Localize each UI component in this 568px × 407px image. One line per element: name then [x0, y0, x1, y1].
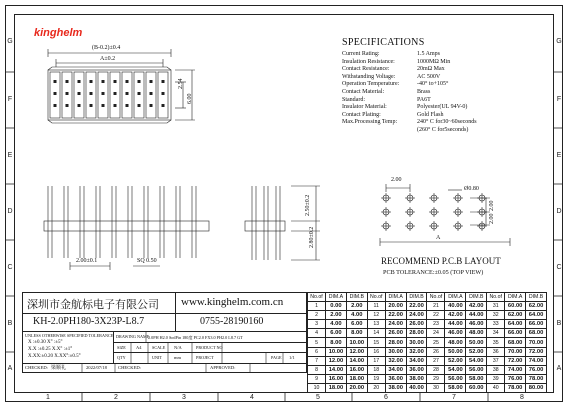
- tb-checked-label: CHECKED:: [118, 365, 141, 370]
- zone-row-left-g: G: [7, 38, 13, 45]
- table-cell: 72.00: [526, 347, 547, 356]
- dim-front-sq: SQ 0.50: [137, 258, 157, 264]
- pcb-pitch-y2: 2.00: [489, 213, 495, 224]
- table-row: [308, 311, 547, 320]
- table-cell: 46.00: [466, 320, 487, 329]
- table-cell: 12: [367, 311, 385, 320]
- table-cell: 5: [308, 338, 326, 347]
- table-cell: 72.00: [505, 356, 526, 365]
- table-cell: 24.00: [406, 311, 427, 320]
- table-cell: 22: [427, 311, 445, 320]
- table-header-cell: DIM.A: [385, 293, 406, 302]
- table-cell: 66.00: [526, 320, 547, 329]
- table-cell: 64.00: [505, 320, 526, 329]
- table-cell: 39: [487, 374, 505, 383]
- zone-row-left-d: D: [7, 208, 13, 215]
- spec-value-8: Gold Flash: [417, 111, 444, 118]
- brand-logo: kinghelm: [34, 27, 83, 39]
- dimension-table: [307, 292, 547, 393]
- table-cell: 31: [487, 302, 505, 311]
- table-header-cell: DIM.A: [505, 293, 526, 302]
- table-header-cell: DIM.B: [466, 293, 487, 302]
- table-cell: 6: [308, 347, 326, 356]
- table-header-cell: DIM.B: [526, 293, 547, 302]
- table-cell: 8.00: [326, 338, 347, 347]
- table-header-cell: DIM.B: [406, 293, 427, 302]
- zone-col-3: 3: [182, 394, 186, 401]
- table-cell: 25: [427, 338, 445, 347]
- tb-page-label: PAGE: [271, 355, 282, 360]
- zone-row-left-e: E: [7, 152, 13, 159]
- table-cell: 60.00: [466, 383, 487, 392]
- zone-row-right-a: A: [556, 365, 562, 372]
- tb-date: 2022/07/18: [86, 365, 107, 370]
- table-cell: 66.00: [505, 329, 526, 338]
- spec-label-3: Withstanding Voltage:: [342, 73, 396, 80]
- table-cell: 52.00: [466, 347, 487, 356]
- table-cell: 40.00: [406, 383, 427, 392]
- zone-row-right-c: C: [556, 264, 562, 271]
- table-cell: 76.00: [505, 374, 526, 383]
- spec-label-0: Current Rating:: [342, 51, 380, 57]
- tb-scale-label: SCALE: [152, 345, 166, 350]
- spec-value-9: 240° C for30~60seconds: [417, 119, 477, 126]
- tb-size-label: SIZE: [117, 345, 126, 350]
- table-cell: 42.00: [445, 311, 466, 320]
- pcb-pitch-y1: 2.00: [489, 200, 495, 211]
- table-cell: 28.00: [406, 329, 427, 338]
- specs-title: SPECIFICATIONS: [342, 37, 425, 48]
- zone-col-6: 6: [384, 394, 388, 401]
- table-cell: 22.00: [406, 302, 427, 311]
- zone-row-right-e: E: [556, 152, 562, 159]
- table-cell: 10: [308, 383, 326, 392]
- table-cell: 27: [427, 356, 445, 365]
- tb-checker-label: CHECKED:: [25, 365, 48, 370]
- tb-scale-val: N/A: [174, 345, 182, 350]
- table-cell: 22.00: [385, 311, 406, 320]
- table-cell: 44.00: [445, 320, 466, 329]
- table-row: [308, 320, 547, 329]
- table-row: [308, 383, 547, 392]
- table-cell: 50.00: [466, 338, 487, 347]
- table-cell: 38: [487, 365, 505, 374]
- tb-tol3: X.XX:±0.20 X.XX°:±0.5°: [28, 354, 81, 359]
- spec-value-7: Polyester(UL 94V-0): [417, 104, 468, 111]
- table-cell: 48.00: [466, 329, 487, 338]
- table-cell: 8: [308, 365, 326, 374]
- table-header-cell: No.of: [427, 293, 445, 302]
- table-row: [308, 347, 547, 356]
- table-row: [308, 374, 547, 383]
- table-cell: 18.00: [346, 374, 367, 383]
- table-cell: 37: [487, 356, 505, 365]
- zone-row-right-b: B: [556, 320, 562, 327]
- table-cell: 80.00: [526, 383, 547, 392]
- tb-company-cn: 深圳市金航标电子有限公司: [27, 298, 159, 311]
- tb-drawing-name: 2.0PH H2.0 SodPin 180度 PC2.0 FX3.0 PH2.0 L8.7 GT: [148, 335, 243, 340]
- table-cell: 30: [427, 383, 445, 392]
- table-cell: 28.00: [385, 338, 406, 347]
- zone-col-7: 7: [452, 394, 456, 401]
- table-cell: 1: [308, 302, 326, 311]
- table-cell: 2: [308, 311, 326, 320]
- table-cell: 54.00: [445, 365, 466, 374]
- pcb-title: RECOMMEND P.C.B LAYOUT: [381, 256, 501, 266]
- table-cell: 42.00: [466, 302, 487, 311]
- table-row: [308, 356, 547, 365]
- table-cell: 0.00: [326, 302, 347, 311]
- zone-col-4: 4: [250, 394, 254, 401]
- table-cell: 14.00: [346, 356, 367, 365]
- table-cell: 13: [367, 320, 385, 329]
- table-cell: 34.00: [406, 356, 427, 365]
- table-cell: 8.00: [346, 329, 367, 338]
- table-cell: 62.00: [505, 311, 526, 320]
- table-cell: 17: [367, 356, 385, 365]
- table-cell: 36.00: [406, 365, 427, 374]
- table-cell: 16.00: [346, 365, 367, 374]
- table-cell: 50.00: [445, 347, 466, 356]
- table-header-row: [308, 293, 547, 302]
- table-cell: 38.00: [385, 383, 406, 392]
- tb-phone: 0755-28190160: [200, 316, 264, 327]
- table-cell: 32.00: [406, 347, 427, 356]
- table-cell: 16: [367, 347, 385, 356]
- spec-label-7: Insulator Material:: [342, 104, 387, 111]
- table-cell: 4: [308, 329, 326, 338]
- table-cell: 60.00: [505, 302, 526, 311]
- spec-label-9: Max.Processing Temp:: [342, 119, 398, 126]
- pcb-tolerance: PCB TOLERANCE:±0.05 (TOP VIEW): [383, 269, 484, 276]
- table-row: [308, 365, 547, 374]
- table-header-cell: No.of: [367, 293, 385, 302]
- table-cell: 46.00: [445, 329, 466, 338]
- tb-project-label: PROJECT: [196, 355, 214, 360]
- table-cell: 36.00: [385, 374, 406, 383]
- tb-product-label: PRODUCT NO: [196, 345, 223, 350]
- table-cell: 58.00: [466, 374, 487, 383]
- table-cell: 10.00: [326, 347, 347, 356]
- table-cell: 40.00: [445, 302, 466, 311]
- table-cell: 56.00: [466, 365, 487, 374]
- table-cell: 38.00: [406, 374, 427, 383]
- table-cell: 20: [367, 383, 385, 392]
- spec-value-1: 1000MΩ Min: [417, 58, 451, 65]
- table-cell: 16.00: [326, 374, 347, 383]
- table-header-cell: DIM.B: [346, 293, 367, 302]
- pcb-dim-a: A: [436, 235, 441, 241]
- dim-side-h1: 2.54: [178, 78, 184, 89]
- tb-part-no: KH-2.0PH180-3X23P-L8.7: [33, 316, 145, 327]
- dim-side-r1: 2.50±0.2: [305, 194, 311, 216]
- zone-row-right-f: F: [556, 96, 562, 103]
- table-cell: 33: [487, 320, 505, 329]
- tb-approved-label: APPROVED:: [210, 365, 236, 370]
- table-cell: 4.00: [346, 311, 367, 320]
- table-cell: 12.00: [346, 347, 367, 356]
- table-cell: 6.00: [346, 320, 367, 329]
- spec-label-2: Contact Resistance:: [342, 66, 390, 73]
- tb-tol1: X :±0.30 X° :±5°: [28, 340, 63, 345]
- spec-value-10: (260° C for5seconds): [417, 127, 469, 133]
- tb-tol2: X.X :±0.25 X.X° :±1°: [28, 347, 73, 352]
- dim-front-pitch: 2.00±0.1: [76, 258, 98, 264]
- table-cell: 24: [427, 329, 445, 338]
- spec-value-4: -40° to+105°: [417, 81, 449, 88]
- table-cell: 35: [487, 338, 505, 347]
- zone-row-left-b: B: [7, 320, 13, 327]
- tb-unit-label: UNIT: [152, 355, 163, 360]
- table-cell: 34: [487, 329, 505, 338]
- table-cell: 68.00: [526, 329, 547, 338]
- tb-qty-label: QTY: [117, 355, 126, 360]
- table-cell: 30.00: [385, 347, 406, 356]
- table-cell: 36: [487, 347, 505, 356]
- tb-unit-val: mm: [174, 355, 182, 360]
- table-cell: 40: [487, 383, 505, 392]
- table-header-cell: DIM.A: [445, 293, 466, 302]
- table-cell: 2.00: [326, 311, 347, 320]
- spec-label-8: Contact Plating:: [342, 111, 381, 118]
- table-cell: 3: [308, 320, 326, 329]
- table-cell: 68.00: [505, 338, 526, 347]
- table-cell: 19: [367, 374, 385, 383]
- table-cell: 32.00: [385, 356, 406, 365]
- table-header-cell: No.of: [487, 293, 505, 302]
- table-row: [308, 302, 547, 311]
- table-cell: 15: [367, 338, 385, 347]
- zone-row-right-g: G: [556, 38, 562, 45]
- table-cell: 11: [367, 302, 385, 311]
- table-cell: 7: [308, 356, 326, 365]
- tb-checker: 梁顺礼: [51, 365, 67, 371]
- table-cell: 20.00: [346, 383, 367, 392]
- table-cell: 64.00: [526, 311, 547, 320]
- table-cell: 6.00: [326, 329, 347, 338]
- table-cell: 48.00: [445, 338, 466, 347]
- tb-tol-head: UNLESS OTHERWISE SPECIFIED TOLERANCE: [25, 333, 114, 338]
- zone-col-2: 2: [114, 394, 118, 401]
- table-cell: 26: [427, 347, 445, 356]
- spec-value-6: PA6T: [417, 96, 431, 103]
- table-cell: 9: [308, 374, 326, 383]
- table-header-cell: No.of: [308, 293, 326, 302]
- zone-row-left-a: A: [7, 365, 13, 372]
- table-cell: 10.00: [346, 338, 367, 347]
- table-row: [308, 329, 547, 338]
- zone-col-1: 1: [46, 394, 50, 401]
- spec-label-5: Contact Material:: [342, 89, 385, 95]
- table-cell: 20.00: [385, 302, 406, 311]
- tb-size-val: A4: [136, 345, 142, 350]
- table-cell: 52.00: [445, 356, 466, 365]
- table-cell: 62.00: [526, 302, 547, 311]
- pcb-pitch-x: 2.00: [391, 177, 402, 183]
- table-cell: 4.00: [326, 320, 347, 329]
- tb-website: www.kinghelm.com.cn: [181, 296, 284, 308]
- dim-side-h2: 6.00: [187, 93, 193, 104]
- table-cell: 14.00: [326, 365, 347, 374]
- tb-drawing-name-label: DRAWING NAME: [116, 334, 150, 339]
- zone-row-left-f: F: [7, 96, 13, 103]
- table-cell: 12.00: [326, 356, 347, 365]
- table-cell: 70.00: [526, 338, 547, 347]
- table-cell: 74.00: [526, 356, 547, 365]
- table-cell: 18.00: [326, 383, 347, 392]
- table-cell: 34.00: [385, 365, 406, 374]
- table-cell: 44.00: [466, 311, 487, 320]
- table-row: [308, 338, 547, 347]
- table-cell: 74.00: [505, 365, 526, 374]
- table-cell: 29: [427, 374, 445, 383]
- spec-value-2: 20mΩ Max: [417, 66, 445, 73]
- spec-value-5: Brass: [417, 89, 431, 95]
- zone-col-5: 5: [316, 394, 320, 401]
- tb-page-val: 1/1: [289, 355, 295, 360]
- zone-col-8: 8: [520, 394, 524, 401]
- spec-label-6: Standard:: [342, 96, 365, 103]
- dim-a: A±0.2: [100, 56, 116, 62]
- zone-row-right-d: D: [556, 208, 562, 215]
- table-cell: 2.00: [346, 302, 367, 311]
- spec-value-0: 1.5 Amps: [417, 51, 441, 57]
- table-cell: 54.00: [466, 356, 487, 365]
- table-cell: 56.00: [445, 374, 466, 383]
- spec-value-3: AC 500V: [417, 73, 441, 80]
- dim-overall: (B-0.2)±0.4: [92, 45, 121, 51]
- table-cell: 76.00: [526, 365, 547, 374]
- table-cell: 18: [367, 365, 385, 374]
- spec-label-4: Operation Temperature:: [342, 81, 400, 88]
- table-cell: 58.00: [445, 383, 466, 392]
- table-cell: 78.00: [526, 374, 547, 383]
- table-cell: 28: [427, 365, 445, 374]
- spec-label-1: Insulation Resistance:: [342, 58, 395, 65]
- table-cell: 30.00: [406, 338, 427, 347]
- table-cell: 26.00: [385, 329, 406, 338]
- table-cell: 32: [487, 311, 505, 320]
- zone-row-left-c: C: [7, 264, 13, 271]
- table-cell: 23: [427, 320, 445, 329]
- table-cell: 21: [427, 302, 445, 311]
- table-header-cell: DIM.A: [326, 293, 347, 302]
- table-cell: 78.00: [505, 383, 526, 392]
- table-cell: 24.00: [385, 320, 406, 329]
- pcb-hole-dia: Ø0.80: [464, 186, 479, 192]
- dim-side-r2: 2.80±0.2: [309, 226, 315, 248]
- table-cell: 26.00: [406, 320, 427, 329]
- table-cell: 14: [367, 329, 385, 338]
- table-cell: 70.00: [505, 347, 526, 356]
